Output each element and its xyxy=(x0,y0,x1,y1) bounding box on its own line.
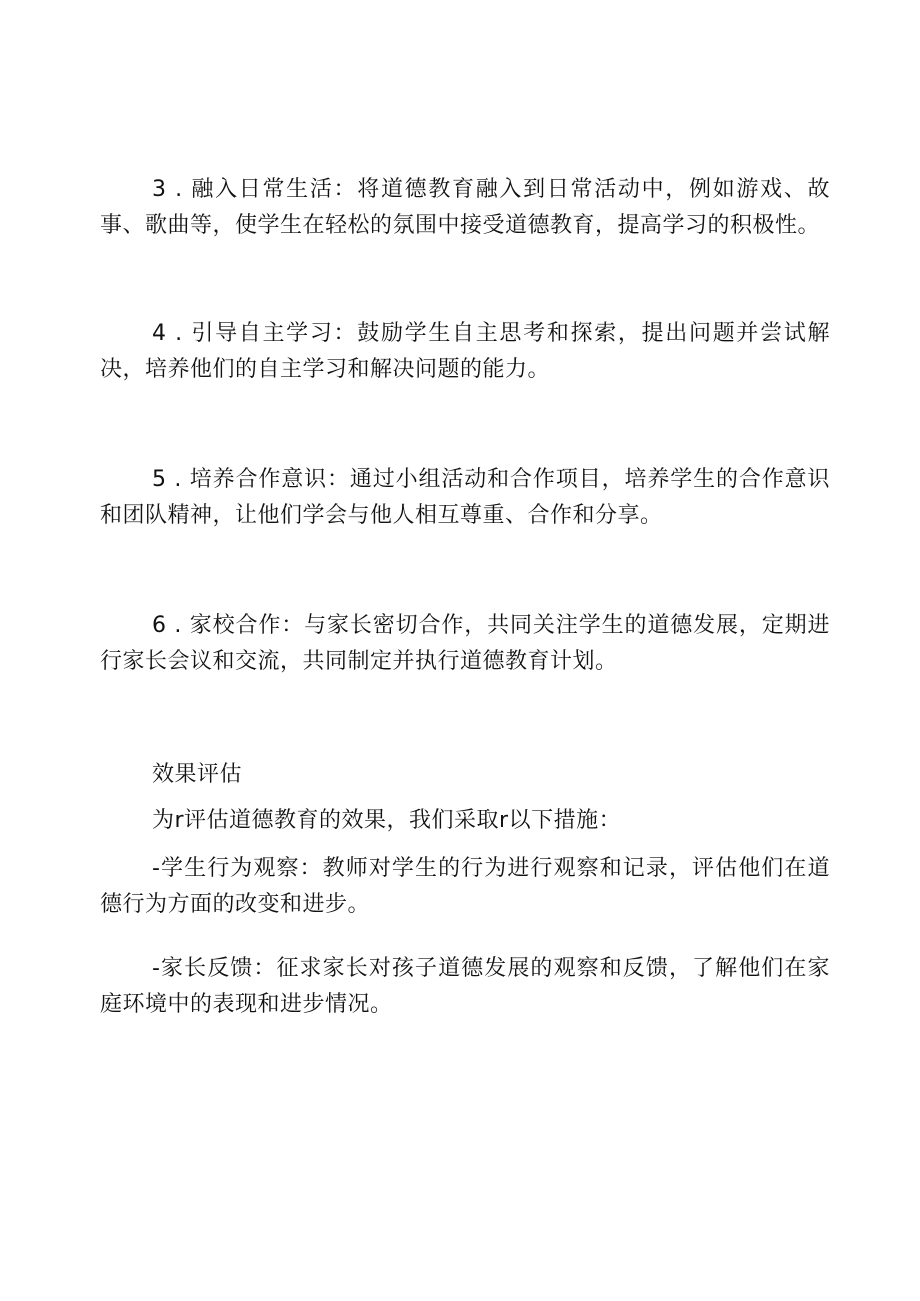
list-item-5: 5 . 培养合作意识：通过小组活动和合作项目，培养学生的合作意识和团队精神，让他们学会与他人相互尊重、合作和分享。 xyxy=(100,467,830,528)
section-intro: 为r评估道德教育的效果，我们采取r以下措施： xyxy=(152,808,622,833)
measure-behavior-observation: -学生行为观察：教师对学生的行为进行观察和记录，评估他们在道德行为方面的改变和进步。 xyxy=(100,856,830,917)
section-heading: 效果评估 xyxy=(152,762,243,787)
measure-parent-feedback: -家长反馈：征求家长对孩子道德发展的观察和反馈，了解他们在家庭环境中的表现和进步情况。 xyxy=(100,956,830,1017)
list-item-6: 6 . 家校合作：与家长密切合作，共同关注学生的道德发展，定期进行家长会议和交流，共同制定并执行道德教育计划。 xyxy=(100,613,830,674)
list-item-3: 3 . 融入日常生活：将道德教育融入到日常活动中，例如游戏、故事、歌曲等，使学生在轻松的氛围中接受道德教育，提高学习的积极性。 xyxy=(100,177,830,238)
list-item-4: 4 . 引导自主学习：鼓励学生自主思考和探索，提出问题并尝试解决，培养他们的自主学习和解决问题的能力。 xyxy=(100,321,830,382)
